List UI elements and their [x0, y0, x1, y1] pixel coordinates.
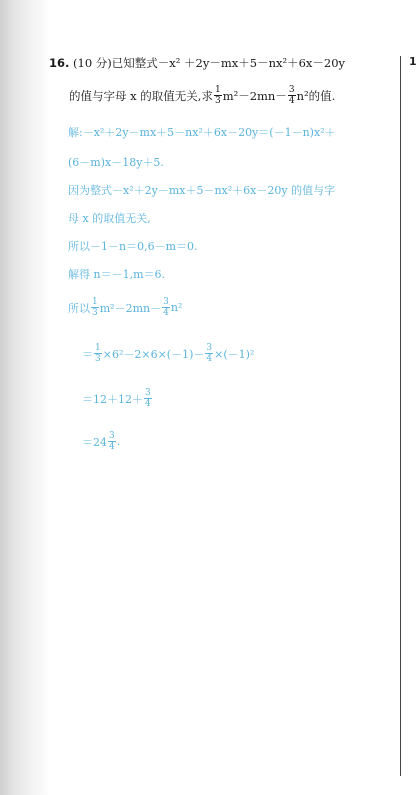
fraction-denominator: 3: [92, 308, 98, 318]
solution-line-10: [82, 431, 120, 452]
problem-points: (10 分): [73, 56, 112, 70]
fraction-denominator: 4: [109, 442, 115, 452]
fraction-numerator: 3: [206, 343, 213, 353]
fraction-denominator: 3: [95, 354, 101, 364]
fraction-numerator: 1: [95, 343, 101, 353]
solution-line-8: [82, 343, 254, 364]
solution-line-2: (6－m)x－18y＋5.: [68, 156, 164, 169]
solution-line-4: 母 x 的取值无关,: [68, 212, 151, 225]
solution-line-3: 因为整式－x²＋2y－mx＋5－nx²＋6x－20y 的值与字: [68, 184, 336, 197]
fraction-three-quarters: [162, 297, 170, 318]
fraction-one-third: [94, 343, 102, 364]
fraction-numerator: 1: [92, 297, 98, 307]
problem-number: 16.: [49, 56, 70, 70]
solution-line-10-pre: ＝24: [82, 435, 107, 449]
fraction-three-quarters: [288, 85, 296, 106]
solution-line-7-mid: m²－2mn－: [99, 301, 162, 315]
next-problem-number: 1: [409, 55, 417, 68]
fraction-one-third: [214, 85, 222, 106]
solution-line-7-pre: 所以: [68, 301, 90, 315]
column-divider: [400, 56, 401, 776]
fraction-denominator: 4: [163, 308, 169, 318]
solution-line-9: [82, 388, 153, 409]
fraction-numerator: 3: [288, 85, 295, 95]
problem-16: [49, 55, 395, 106]
solution-line-8-mid: ×6²－2×6×(－1)－: [102, 347, 205, 361]
fraction-denominator: 4: [145, 399, 151, 409]
fraction-numerator: 3: [145, 388, 151, 398]
solution-line-6: 解得 n＝－1,m＝6.: [68, 268, 166, 281]
problem-statement-line2: [69, 85, 335, 106]
problem-text-line2-post: n²的值.: [296, 88, 336, 103]
fraction-three-quarters: [108, 431, 116, 452]
fraction-denominator: 4: [288, 96, 295, 106]
fraction-three-quarters: [205, 343, 213, 364]
fraction-denominator: 3: [214, 96, 221, 106]
solution-line-5: 所以－1－n＝0,6－m＝0.: [68, 240, 198, 253]
problem-text-line2-mid: m²－2mn－: [222, 88, 287, 103]
solution-line-8-post: ×(－1)²: [214, 347, 255, 361]
solution-line-10-post: .: [116, 435, 121, 448]
solution-line-1: 解:－x²＋2y－mx＋5－nx²＋6x－20y＝(－1－n)x²＋: [68, 126, 336, 139]
solution-line-7-post: n²: [170, 301, 183, 314]
fraction-numerator: 1: [214, 85, 221, 95]
fraction-numerator: 3: [109, 431, 115, 441]
solution-line-8-pre: ＝: [82, 347, 93, 361]
fraction-one-third: [91, 297, 99, 318]
fraction-numerator: 3: [163, 297, 169, 307]
problem-text-line2-pre: 的值与字母 x 的取值无关,求: [69, 88, 213, 103]
problem-statement-line1: [49, 55, 395, 71]
fraction-denominator: 4: [206, 354, 213, 364]
solution-line-9-pre: ＝12＋12＋: [82, 392, 143, 406]
problem-text-line1: 已知整式－x² ＋2y－mx＋5－nx²＋6x－20y: [111, 56, 346, 70]
fraction-three-quarters: [144, 388, 152, 409]
solution-line-7: [68, 297, 182, 318]
